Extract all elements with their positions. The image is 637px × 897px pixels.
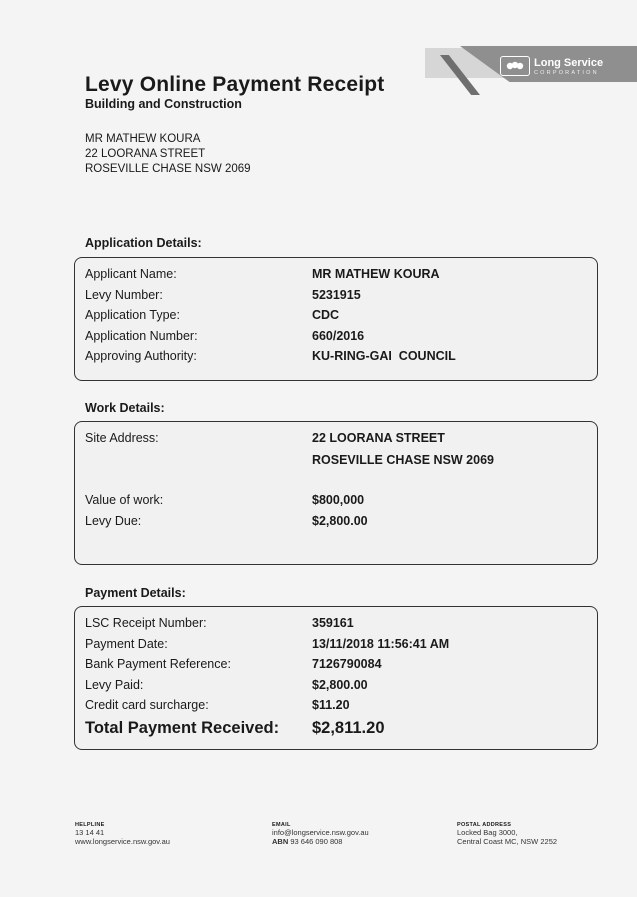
levy-paid-value: $2,800.00 (312, 678, 368, 692)
application-type-value: CDC (312, 308, 340, 322)
levy-number-value: 5231915 (312, 288, 361, 302)
levy-number-label: Levy Number: (85, 288, 163, 302)
application-heading: Application Details: (85, 236, 202, 250)
surcharge-label: Credit card surcharge: (85, 698, 209, 712)
application-type-label: Application Type: (85, 308, 180, 322)
footer-postal (457, 822, 557, 846)
helpline-website: www.longservice.nsw.gov.au (75, 837, 170, 846)
applicant-name-label: Applicant Name: (85, 267, 177, 281)
abn-value: 93 646 090 808 (290, 837, 343, 846)
postal-line2: Central Coast MC, NSW 2252 (457, 837, 558, 846)
payment-heading: Payment Details: (85, 586, 186, 600)
applicant-name-value: MR MATHEW KOURA (312, 267, 440, 281)
levy-paid-label: Levy Paid: (85, 678, 144, 692)
email-address: info@longservice.nsw.gov.au (272, 828, 369, 837)
total-payment-label: Total Payment Received: (85, 719, 280, 737)
brand-name: Long Service (534, 57, 604, 69)
site-address-line1: 22 LOORANA STREET (312, 431, 445, 445)
footer-helpline (75, 822, 170, 846)
bank-reference-label: Bank Payment Reference: (85, 657, 231, 671)
abn-label: ABN (272, 837, 289, 846)
recipient-street: 22 LOORANA STREET (85, 148, 206, 160)
brand-sub: CORPORATION (534, 70, 599, 76)
work-heading: Work Details: (85, 401, 165, 415)
footer-email (272, 822, 369, 846)
postal-heading: POSTAL ADDRESS (457, 822, 512, 828)
hands-icon (500, 56, 530, 76)
levy-due-value: $2,800.00 (312, 514, 368, 528)
site-address-label: Site Address: (85, 431, 159, 445)
payment-date-label: Payment Date: (85, 637, 168, 651)
recipient-suburb: ROSEVILLE CHASE NSW 2069 (85, 163, 251, 175)
payment-date-value: 13/11/2018 11:56:41 AM (312, 637, 450, 651)
application-number-value: 660/2016 (312, 329, 365, 343)
email-heading: EMAIL (272, 822, 291, 828)
value-of-work-label: Value of work: (85, 493, 164, 507)
site-address-line2: ROSEVILLE CHASE NSW 2069 (312, 453, 494, 467)
receipt-number-label: LSC Receipt Number: (85, 616, 207, 630)
page-subtitle: Building and Construction (85, 97, 242, 111)
postal-line1: Locked Bag 3000, (457, 828, 518, 837)
total-payment-value: $2,811.20 (312, 719, 385, 737)
page-title: Levy Online Payment Receipt (85, 73, 385, 96)
helpline-heading: HELPLINE (75, 822, 105, 828)
receipt-number-value: 359161 (312, 616, 354, 630)
application-number-label: Application Number: (85, 329, 198, 343)
bank-reference-value: 7126790084 (312, 657, 382, 671)
surcharge-value: $11.20 (312, 698, 350, 712)
approving-authority-label: Approving Authority: (85, 349, 197, 363)
value-of-work-value: $800,000 (312, 493, 365, 507)
helpline-phone: 13 14 41 (75, 828, 105, 837)
abn-line (272, 837, 369, 846)
approving-authority-value: KU-RING-GAI COUNCIL (312, 349, 456, 363)
recipient-name: MR MATHEW KOURA (85, 133, 201, 145)
levy-due-label: Levy Due: (85, 514, 142, 528)
